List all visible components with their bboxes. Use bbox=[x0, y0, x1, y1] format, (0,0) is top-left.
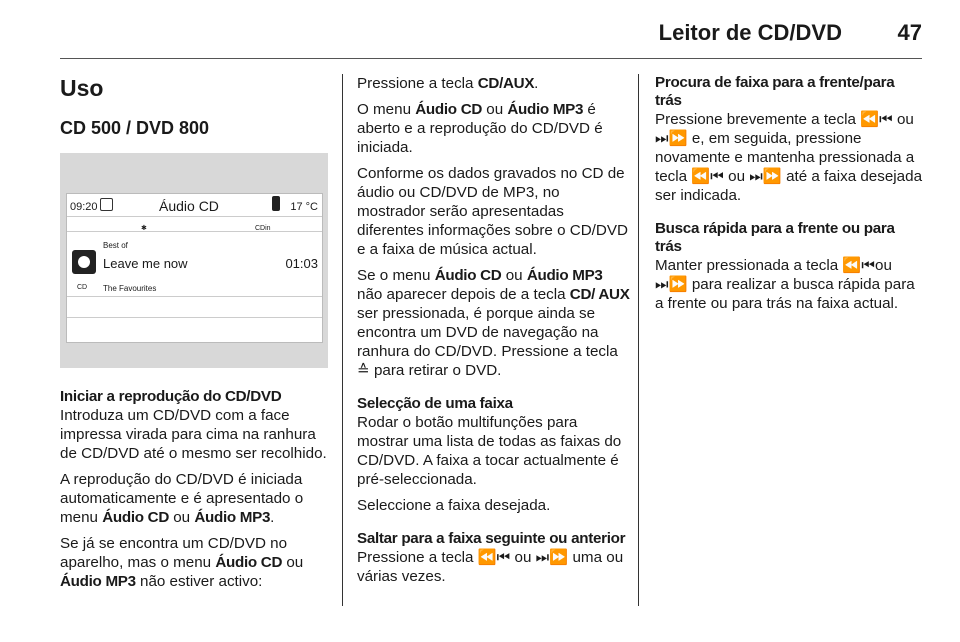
disc-icon bbox=[72, 250, 96, 274]
paragraph: Pressione a tecla CD/AUX. bbox=[357, 75, 539, 92]
column-1 bbox=[60, 74, 328, 598]
infotainment-screenshot bbox=[60, 153, 328, 368]
previous-icon: ⏪⏮ bbox=[477, 549, 511, 566]
display-panel bbox=[66, 193, 323, 343]
artist-name: The Favourites bbox=[103, 284, 157, 293]
paragraph: Manter pressionada a tecla ⏪⏮ou ⏭⏩ para realizar a busca rápida para a frente ou para trás na faixa actual. bbox=[655, 257, 915, 312]
previous-icon: ⏪⏮ bbox=[691, 168, 724, 185]
thermometer-icon bbox=[272, 196, 280, 211]
paragraph: Se o menu Áudio CD ou Áudio MP3 não aparecer depois de a tecla CD/ AUX ser pressionada, é porque ainda se encontra um DVD de navegação na ranhura do CD/DVD. Pressione a tecla ≙ para retirar o DVD. bbox=[357, 267, 630, 379]
empty-row bbox=[67, 297, 322, 318]
heading-search-track: Procura de faixa para a frente/para trás bbox=[655, 74, 895, 109]
subsection-title: CD 500 / DVD 800 bbox=[60, 118, 210, 138]
bluetooth-icon: ✱ bbox=[141, 225, 147, 232]
heading-start-playback: Iniciar a reprodução do CD/DVD bbox=[60, 388, 282, 405]
paragraph: Rodar o botão multifunções para mostrar uma lista de todas as faixas do CD/DVD. A faixa a tocar actualmente é pré-seleccionada. bbox=[357, 414, 622, 488]
next-icon: ⏭⏩ bbox=[655, 130, 688, 147]
heading-select-track: Selecção de uma faixa bbox=[357, 395, 513, 412]
source-label: CDin bbox=[255, 225, 271, 232]
display-header bbox=[67, 194, 322, 217]
column-divider bbox=[342, 74, 343, 606]
column-divider bbox=[638, 74, 639, 606]
display-title: Áudio CD bbox=[159, 198, 219, 214]
page-header bbox=[60, 14, 922, 59]
heading-skip-track: Saltar para a faixa seguinte ou anterior bbox=[357, 530, 626, 547]
column-3 bbox=[655, 74, 923, 320]
cd-label: CD bbox=[77, 284, 88, 291]
previous-icon: ⏪⏮ bbox=[860, 111, 893, 128]
running-title: Leitor de CD/DVD bbox=[658, 20, 842, 45]
page-number: 47 bbox=[897, 20, 922, 45]
previous-icon: ⏪⏮ bbox=[842, 257, 876, 274]
status-row bbox=[67, 217, 322, 232]
clock: 09:20 bbox=[70, 201, 98, 213]
elapsed-time: 01:03 bbox=[285, 256, 318, 271]
song-title: Leave me now bbox=[103, 256, 188, 271]
paragraph: O menu Áudio CD ou Áudio MP3 é aberto e a reprodução do CD/DVD é iniciada. bbox=[357, 101, 603, 156]
eject-icon: ≙ bbox=[357, 362, 370, 379]
heading-fast-search: Busca rápida para a frente ou para trás bbox=[655, 220, 895, 255]
paragraph: Se já se encontra um CD/DVD no aparelho, mas o menu Áudio CD ou Áudio MP3 não estiver activo: bbox=[60, 535, 304, 590]
next-icon: ⏭⏩ bbox=[655, 276, 688, 293]
paragraph: Introduza um CD/DVD com a face impressa virada para cima na ranhura de CD/DVD até o mesmo ser recolhido. bbox=[60, 407, 327, 462]
next-icon: ⏭⏩ bbox=[749, 168, 782, 185]
paragraph: Seleccione a faixa desejada. bbox=[357, 497, 551, 514]
paragraph: Conforme os dados gravados no CD de áudio ou CD/DVD de MP3, no mostrador serão apresentadas diferentes informações sobre o CD/DVD e a faixa de música actual. bbox=[357, 165, 628, 258]
album-name: Best of bbox=[103, 241, 128, 250]
cd-icon bbox=[100, 198, 113, 211]
section-title: Uso bbox=[60, 75, 104, 101]
now-playing bbox=[67, 232, 322, 297]
paragraph: A reprodução do CD/DVD é iniciada automaticamente e é apresentado o menu Áudio CD ou Áudio MP3. bbox=[60, 471, 304, 526]
next-icon: ⏭⏩ bbox=[535, 549, 569, 566]
column-2 bbox=[357, 74, 632, 593]
temperature: 17 °C bbox=[290, 201, 318, 213]
paragraph: Pressione a tecla ⏪⏮ ou ⏭⏩ uma ou várias vezes. bbox=[357, 549, 624, 585]
paragraph: Pressione brevemente a tecla ⏪⏮ ou ⏭⏩ e, em seguida, pressione novamente e mantenha pressionada a tecla ⏪⏮ ou ⏭⏩ até a faixa desejada ser indicada. bbox=[655, 111, 923, 204]
